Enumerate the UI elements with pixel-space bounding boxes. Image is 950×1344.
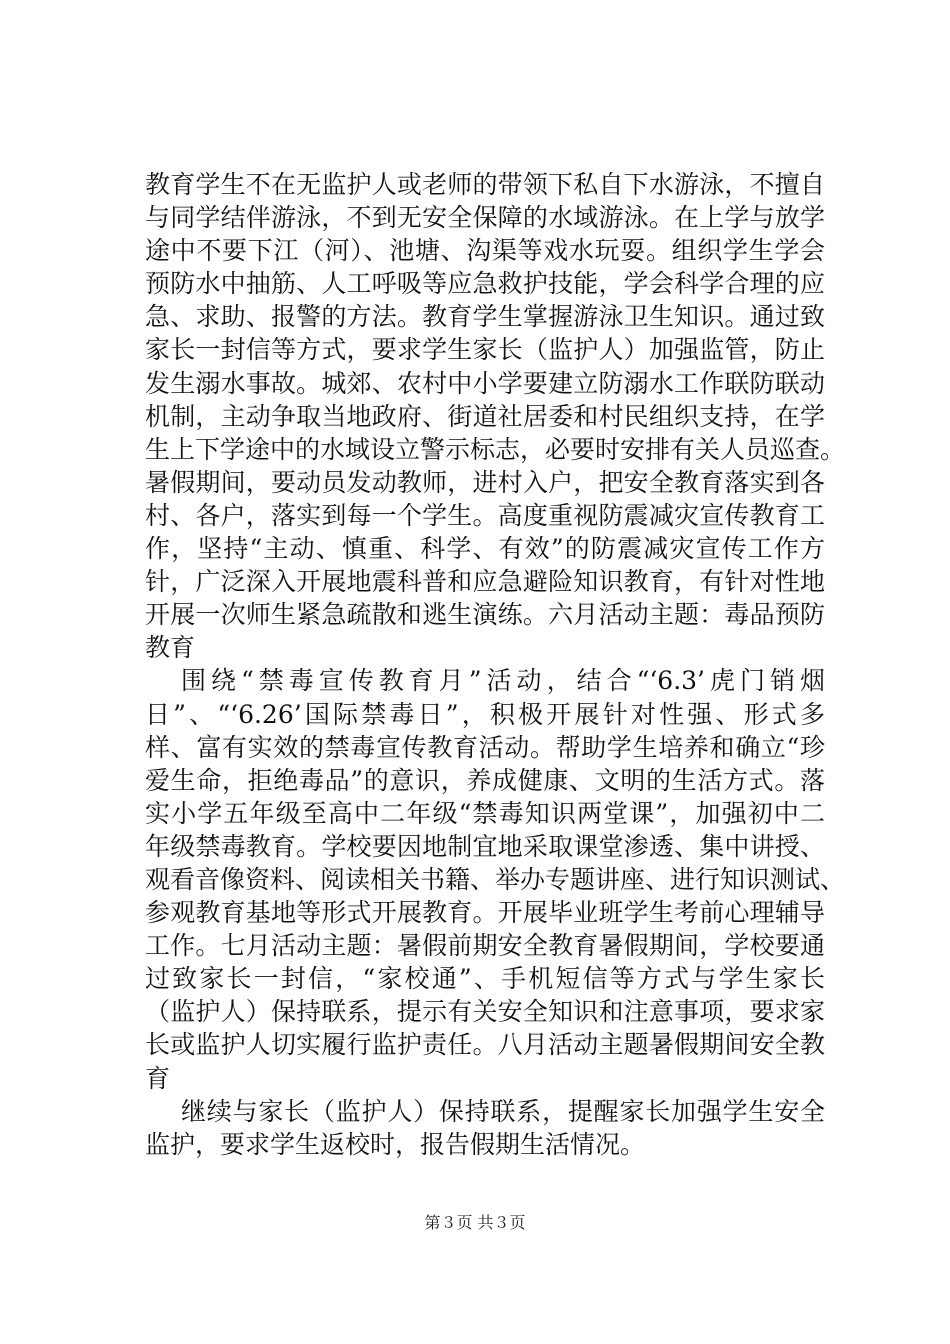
- text-line: 实小学五年级至高中二年级“禁毒知识两堂课”，加强初中二: [145, 798, 825, 828]
- text-line: 观看音像资料、阅读相关书籍、举办专题讲座、进行知识测试、: [145, 864, 846, 894]
- text-line: 育: [145, 1063, 171, 1093]
- text-line: 村、各户，落实到每一个学生。高度重视防震减灾宣传教育工: [145, 500, 825, 530]
- text-line: 继续与家长（监护人）保持联系，提醒家长加强学生安全: [181, 1096, 825, 1126]
- text-line: （监护人）保持联系，提示有关安全知识和注意事项，要求家: [145, 997, 825, 1027]
- text-line: 机制，主动争取当地政府、街道社居委和村民组织支持，在学: [145, 401, 825, 431]
- text-line: 发生溺水事故。城郊、农村中小学要建立防溺水工作联防联动: [145, 368, 825, 398]
- text-line: 途中不要下江（河）、池塘、沟渠等戏水玩耍。组织学生学会: [145, 236, 825, 266]
- text-line: 日”、“‘6.26’国际禁毒日”，积极开展针对性强、形式多: [145, 699, 825, 729]
- text-line: 围绕“禁毒宣传教育月”活动，结合“‘6.3’虎门销烟: [181, 666, 825, 696]
- text-line: 监护，要求学生返校时，报告假期生活情况。: [145, 1129, 646, 1159]
- text-line: 工作。七月活动主题：暑假前期安全教育暑假期间，学校要通: [145, 931, 825, 961]
- text-line: 年级禁毒教育。学校要因地制宜地采取课堂渗透、集中讲授、: [145, 831, 825, 861]
- paragraph: [145, 1095, 825, 1161]
- page-footer: [0, 1212, 950, 1234]
- text-line: 急、求助、报警的方法。教育学生掌握游泳卫生知识。通过致: [145, 302, 825, 332]
- text-line: 预防水中抽筋、人工呼吸等应急救护技能，学会科学合理的应: [145, 269, 825, 299]
- text-line: 生上下学途中的水域设立警示标志，必要时安排有关人员巡查。: [145, 434, 846, 464]
- text-line: 长或监护人切实履行监护责任。八月活动主题暑假期间安全教: [145, 1030, 825, 1060]
- text-line: 教育学生不在无监护人或老师的带领下私自下水游泳，不擅自: [145, 170, 825, 199]
- text-line: 教育: [145, 633, 196, 663]
- text-line: 针，广泛深入开展地震科普和应急避险知识教育，有针对性地: [145, 567, 825, 597]
- text-line: 样、富有实效的禁毒宣传教育活动。帮助学生培养和确立“珍: [145, 732, 825, 762]
- text-line: 过致家长一封信，“家校通”、手机短信等方式与学生家长: [145, 964, 825, 994]
- text-line: 作，坚持“主动、慎重、科学、有效”的防震减灾宣传工作方: [145, 534, 825, 564]
- page-number: 第３页 共３页: [424, 1213, 526, 1232]
- paragraph: [145, 168, 846, 664]
- paragraph: [145, 664, 846, 1094]
- document-body: [145, 168, 846, 1161]
- text-line: 参观教育基地等形式开展教育。开展毕业班学生考前心理辅导: [145, 898, 825, 928]
- text-line: 家长一封信等方式，要求学生家长（监护人）加强监管，防止: [145, 335, 825, 365]
- text-line: 开展一次师生紧急疏散和逃生演练。六月活动主题：毒品预防: [145, 600, 825, 630]
- text-line: 暑假期间，要动员发动教师，进村入户，把安全教育落实到各: [145, 467, 825, 497]
- text-line: 与同学结伴游泳，不到无安全保障的水域游泳。在上学与放学: [145, 203, 825, 233]
- text-line: 爱生命，拒绝毒品”的意识，养成健康、文明的生活方式。落: [145, 765, 825, 795]
